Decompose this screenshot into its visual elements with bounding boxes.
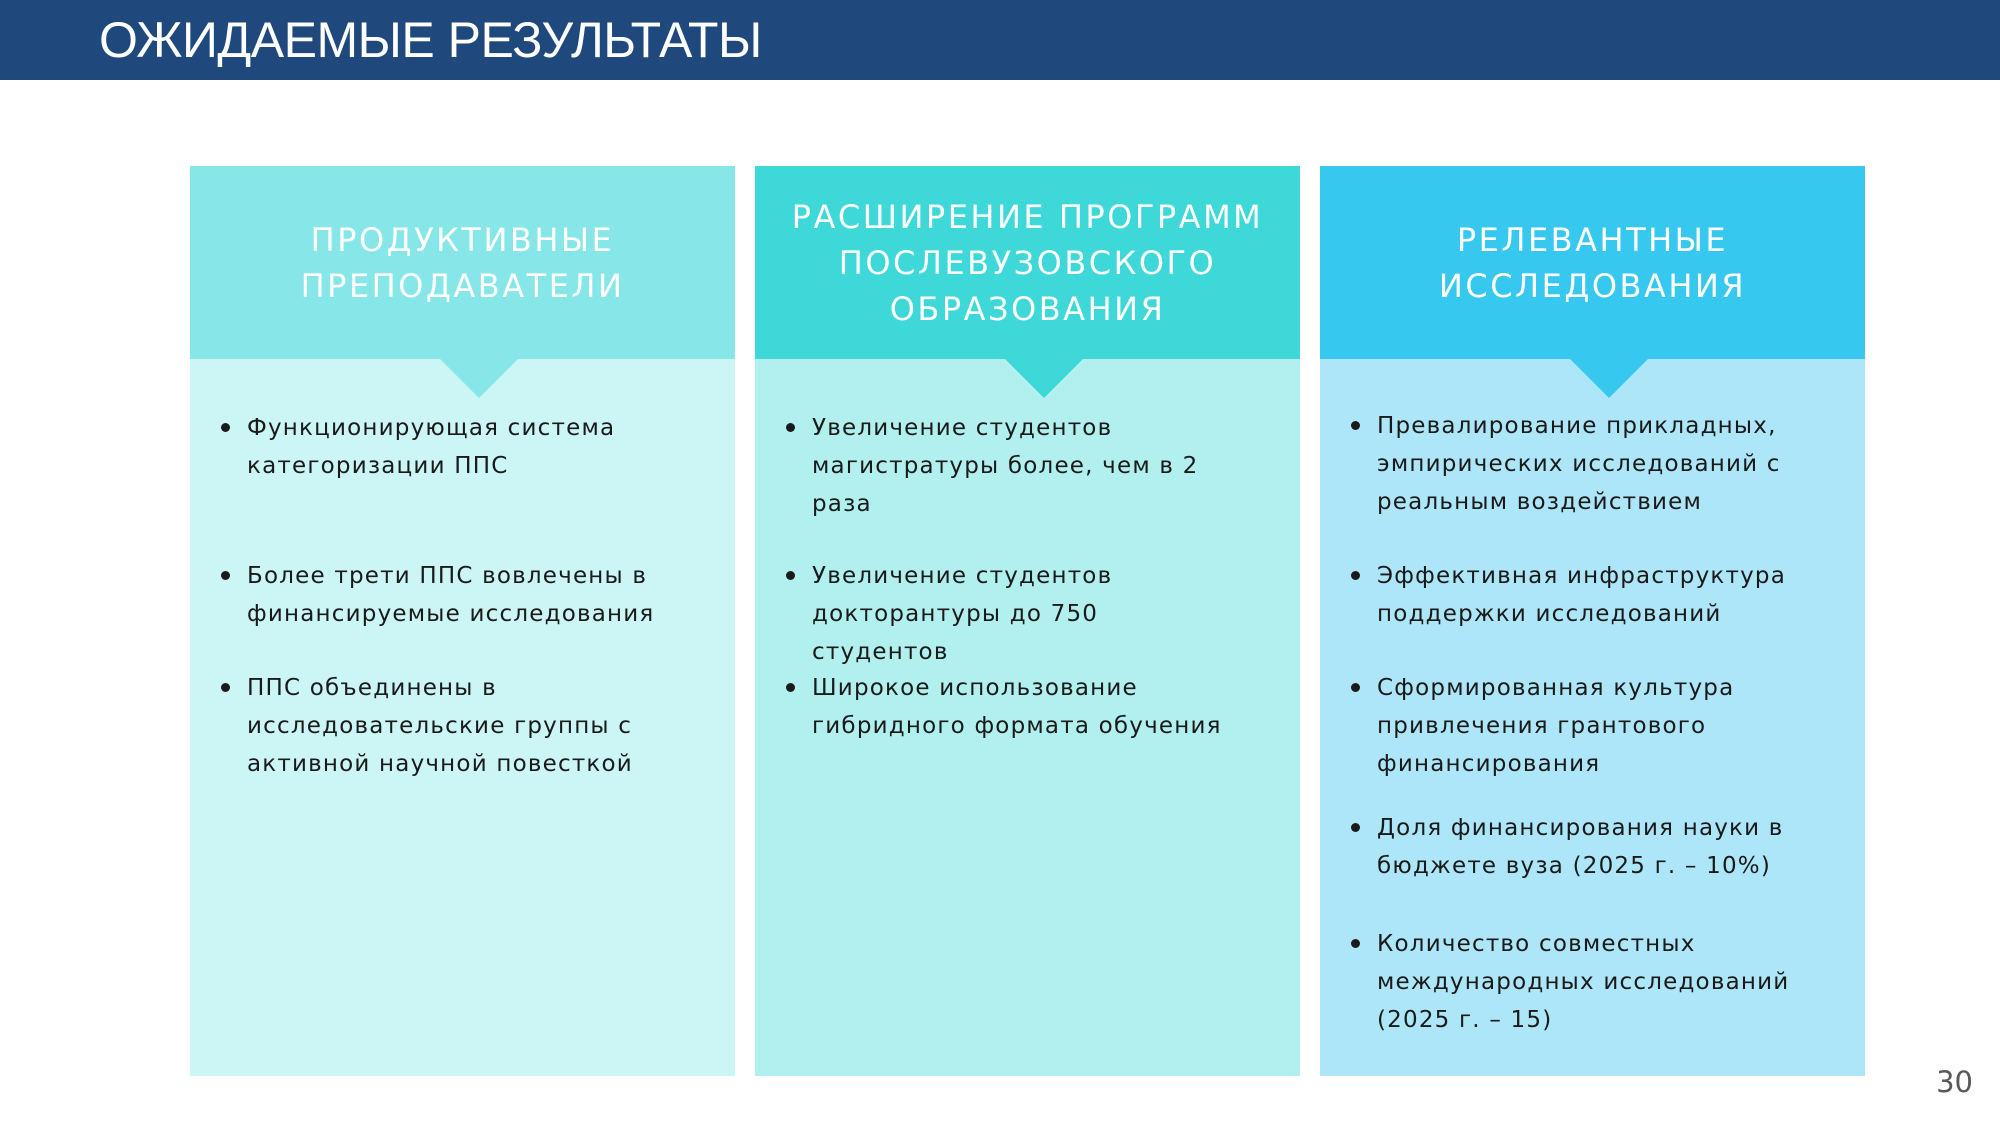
bullet-text: Доля финансирования науки в бюджете вуза (2025 г. – 10%) <box>1377 815 1784 879</box>
bullet-dot-icon <box>1351 939 1360 948</box>
bullet-text: Увеличение студентов докторантуры до 750 студентов <box>812 563 1113 665</box>
bullet-dot-icon <box>221 683 230 692</box>
bullet-dot-icon <box>1351 571 1360 580</box>
bullet-dot-icon <box>786 571 795 580</box>
column-body <box>190 359 735 1076</box>
pointer-arrow-icon <box>440 359 518 398</box>
bullet-item <box>1377 557 1807 633</box>
header-bar <box>0 0 2000 80</box>
bullet-dot-icon <box>786 683 795 692</box>
column-heading-box <box>1320 166 1865 359</box>
bullet-text: Более трети ППС вовлечены в финансируемые исследования <box>247 563 655 627</box>
bullet-text: Широкое использование гибридного формата обучения <box>812 675 1222 739</box>
bullet-text: Сформированная культура привлечения грантового финансирования <box>1377 675 1735 777</box>
bullet-dot-icon <box>221 571 230 580</box>
bullet-item <box>1377 407 1797 521</box>
bullet-item <box>247 669 667 783</box>
pointer-arrow-icon <box>1005 359 1083 398</box>
bullet-dot-icon <box>1351 683 1360 692</box>
bullet-dot-icon <box>786 423 795 432</box>
column-heading-box <box>190 166 735 359</box>
column-heading: РАСШИРЕНИЕ ПРОГРАММ ПОСЛЕВУЗОВСКОГО ОБРАЗОВАНИЯ <box>791 197 1264 328</box>
bullet-text: Превалирование прикладных, эмпирических исследований с реальным воздействием <box>1377 413 1781 515</box>
bullet-text: Эффективная инфраструктура поддержки исследований <box>1377 563 1787 627</box>
column-heading: ПРОДУКТИВНЫЕ ПРЕПОДАВАТЕЛИ <box>300 220 625 305</box>
bullet-text: Количество совместных международных исследований (2025 г. – 15) <box>1377 931 1790 1033</box>
bullet-item <box>812 669 1242 745</box>
column-body <box>755 359 1300 1076</box>
bullet-item <box>812 557 1242 671</box>
column-relevant-research <box>1320 166 1865 1076</box>
column-heading: РЕЛЕВАНТНЫЕ ИССЛЕДОВАНИЯ <box>1438 220 1747 305</box>
bullet-item <box>247 557 717 633</box>
page-number: 30 <box>1936 1065 1973 1099</box>
bullet-dot-icon <box>1351 421 1360 430</box>
bullet-text: ППС объединены в исследовательские группы с активной научной повесткой <box>247 675 633 777</box>
pointer-arrow-icon <box>1570 359 1648 398</box>
column-heading-box <box>755 166 1300 359</box>
bullet-item <box>247 409 647 485</box>
bullet-text: Функционирующая система категоризации ППС <box>247 415 616 479</box>
bullet-dot-icon <box>221 423 230 432</box>
page-title: ОЖИДАЕМЫЕ РЕЗУЛЬТАТЫ <box>99 12 762 68</box>
bullet-item <box>1377 669 1777 783</box>
column-postgraduate-programs <box>755 166 1300 1076</box>
column-productive-teachers <box>190 166 735 1076</box>
bullet-dot-icon <box>1351 823 1360 832</box>
bullet-item <box>812 409 1212 523</box>
bullet-item <box>1377 809 1797 885</box>
results-columns <box>190 166 1865 1076</box>
bullet-item <box>1377 925 1797 1039</box>
bullet-text: Увеличение студентов магистратуры более, чем в 2 раза <box>812 415 1199 517</box>
column-body <box>1320 359 1865 1076</box>
